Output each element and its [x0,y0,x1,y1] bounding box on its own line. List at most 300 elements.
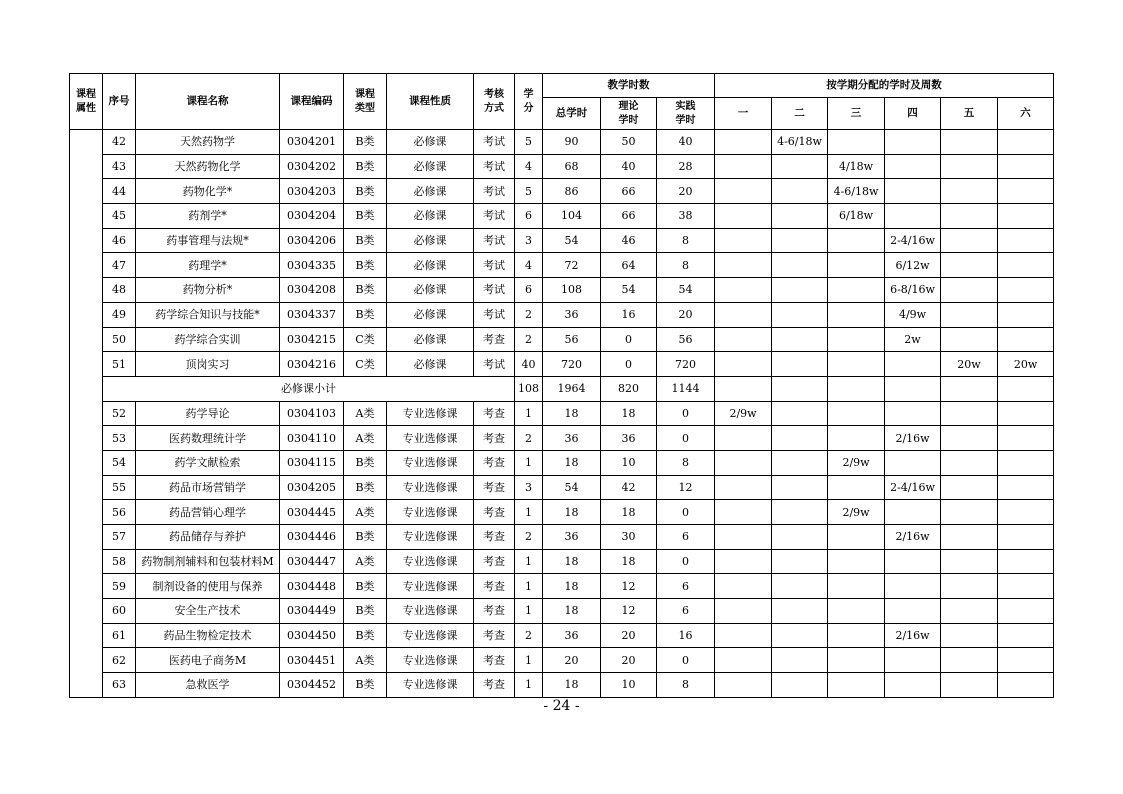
cell-type: B类 [344,574,387,599]
cell-s6 [998,673,1054,698]
course-table [69,73,1054,698]
cell-name: 药事管理与法规* [136,228,280,253]
cell-code: 0304450 [280,623,344,648]
table-row [70,278,1054,303]
header-semester-3: 三 [828,98,885,130]
table-row [70,352,1054,377]
cell-s4: 2-4/16w [885,475,941,500]
cell-s2 [772,549,828,574]
cell-s6 [998,204,1054,229]
cell-s3: 4-6/18w [828,179,885,204]
cell-s5 [941,574,998,599]
cell-s6 [998,401,1054,426]
cell-s5 [941,154,998,179]
cell-exam: 考试 [474,130,515,155]
cell-code: 0304446 [280,525,344,550]
cell-exam: 考查 [474,549,515,574]
cell-s1 [715,500,772,525]
header-hours-group: 教学时数 [543,74,715,98]
cell-s5 [941,648,998,673]
subtotal-practice: 1144 [657,376,715,401]
cell-type: C类 [344,352,387,377]
cell-exam: 考试 [474,228,515,253]
cell-theory: 18 [601,500,657,525]
cell-s1 [715,648,772,673]
course-schedule-sheet [69,73,1054,698]
cell-name: 天然药物学 [136,130,280,155]
table-row [70,450,1054,475]
cell-credit: 5 [515,130,543,155]
cell-code: 0304206 [280,228,344,253]
subtotal-semester-empty [828,376,885,401]
cell-credit: 3 [515,228,543,253]
table-header [70,74,1054,130]
cell-s2 [772,648,828,673]
cell-credit: 4 [515,154,543,179]
cell-nature: 专业选修课 [387,673,474,698]
cell-credit: 3 [515,475,543,500]
cell-code: 0304216 [280,352,344,377]
table-row [70,130,1054,155]
cell-s6 [998,623,1054,648]
cell-s4 [885,599,941,624]
cell-theory: 12 [601,599,657,624]
cell-s3 [828,228,885,253]
cell-type: B类 [344,228,387,253]
header-name: 课程名称 [136,74,280,130]
cell-code: 0304110 [280,426,344,451]
cell-exam: 考查 [474,450,515,475]
cell-exam: 考查 [474,623,515,648]
cell-name: 天然药物化学 [136,154,280,179]
cell-theory: 10 [601,450,657,475]
cell-practice: 54 [657,278,715,303]
cell-credit: 1 [515,549,543,574]
cell-seq: 45 [103,204,136,229]
cell-s6 [998,574,1054,599]
cell-nature: 专业选修课 [387,648,474,673]
cell-name: 药物制剂辅料和包装材料M [136,549,280,574]
cell-practice: 0 [657,426,715,451]
cell-s3 [828,574,885,599]
course-attr-cell [70,130,103,698]
cell-exam: 考试 [474,154,515,179]
cell-nature: 专业选修课 [387,426,474,451]
cell-practice: 12 [657,475,715,500]
cell-seq: 54 [103,450,136,475]
cell-code: 0304103 [280,401,344,426]
cell-exam: 考查 [474,500,515,525]
cell-s4 [885,352,941,377]
cell-practice: 16 [657,623,715,648]
cell-s5 [941,130,998,155]
cell-type: B类 [344,253,387,278]
cell-code: 0304452 [280,673,344,698]
cell-s4 [885,179,941,204]
cell-exam: 考试 [474,278,515,303]
cell-code: 0304204 [280,204,344,229]
cell-s1 [715,623,772,648]
cell-type: B类 [344,599,387,624]
cell-credit: 1 [515,648,543,673]
cell-theory: 0 [601,327,657,352]
cell-seq: 61 [103,623,136,648]
cell-s2 [772,327,828,352]
cell-s2 [772,179,828,204]
cell-name: 安全生产技术 [136,599,280,624]
cell-type: B类 [344,623,387,648]
cell-code: 0304337 [280,302,344,327]
cell-theory: 46 [601,228,657,253]
cell-practice: 0 [657,648,715,673]
cell-s4 [885,204,941,229]
cell-name: 药学综合实训 [136,327,280,352]
cell-s2 [772,623,828,648]
cell-credit: 40 [515,352,543,377]
subtotal-theory: 820 [601,376,657,401]
cell-theory: 42 [601,475,657,500]
cell-nature: 必修课 [387,154,474,179]
subtotal-label: 必修课小计 [103,376,515,401]
cell-code: 0304203 [280,179,344,204]
table-row [70,623,1054,648]
cell-credit: 2 [515,525,543,550]
cell-nature: 专业选修课 [387,623,474,648]
cell-code: 0304202 [280,154,344,179]
cell-s2: 4-6/18w [772,130,828,155]
cell-nature: 必修课 [387,228,474,253]
cell-seq: 59 [103,574,136,599]
cell-theory: 64 [601,253,657,278]
cell-credit: 1 [515,673,543,698]
cell-type: B类 [344,130,387,155]
cell-s4: 2/16w [885,525,941,550]
cell-s3 [828,302,885,327]
cell-practice: 720 [657,352,715,377]
header-semester-4: 四 [885,98,941,130]
header-semester-group: 按学期分配的学时及周数 [715,74,1054,98]
cell-credit: 6 [515,204,543,229]
cell-s4: 4/9w [885,302,941,327]
cell-s3 [828,278,885,303]
cell-s1 [715,475,772,500]
cell-nature: 必修课 [387,352,474,377]
cell-s1 [715,154,772,179]
cell-s6 [998,302,1054,327]
cell-nature: 专业选修课 [387,450,474,475]
cell-nature: 专业选修课 [387,599,474,624]
cell-nature: 专业选修课 [387,401,474,426]
cell-s6 [998,599,1054,624]
header-type: 课程类型 [344,74,387,130]
cell-theory: 30 [601,525,657,550]
cell-s6 [998,426,1054,451]
cell-s5 [941,426,998,451]
cell-s2 [772,228,828,253]
cell-name: 医药电子商务M [136,648,280,673]
cell-s3 [828,475,885,500]
table-row [70,475,1054,500]
cell-s4: 6-8/16w [885,278,941,303]
cell-type: B类 [344,278,387,303]
table-row [70,549,1054,574]
cell-s1 [715,327,772,352]
cell-s1 [715,130,772,155]
table-body [70,130,1054,698]
header-semester-6: 六 [998,98,1054,130]
cell-s5 [941,401,998,426]
cell-exam: 考查 [474,574,515,599]
cell-total: 86 [543,179,601,204]
cell-s5 [941,278,998,303]
header-theory: 理论学时 [601,98,657,130]
header-code: 课程编码 [280,74,344,130]
cell-s2 [772,574,828,599]
cell-s4 [885,154,941,179]
cell-theory: 54 [601,278,657,303]
cell-total: 90 [543,130,601,155]
header-semester-5: 五 [941,98,998,130]
table-row [70,401,1054,426]
cell-type: B类 [344,154,387,179]
table-row [70,599,1054,624]
cell-total: 36 [543,302,601,327]
cell-total: 36 [543,623,601,648]
subtotal-semester-empty [772,376,828,401]
cell-code: 0304205 [280,475,344,500]
cell-s5 [941,228,998,253]
header-practice: 实践学时 [657,98,715,130]
cell-credit: 1 [515,599,543,624]
cell-total: 104 [543,204,601,229]
cell-s4: 2w [885,327,941,352]
cell-code: 0304201 [280,130,344,155]
cell-practice: 8 [657,228,715,253]
cell-total: 56 [543,327,601,352]
cell-nature: 专业选修课 [387,500,474,525]
cell-type: B类 [344,673,387,698]
cell-credit: 1 [515,401,543,426]
cell-exam: 考试 [474,302,515,327]
cell-code: 0304445 [280,500,344,525]
header-credit: 学分 [515,74,543,130]
cell-total: 54 [543,228,601,253]
cell-s1 [715,278,772,303]
cell-nature: 必修课 [387,179,474,204]
cell-s5 [941,500,998,525]
table-row [70,228,1054,253]
cell-theory: 40 [601,154,657,179]
cell-total: 18 [543,549,601,574]
cell-total: 108 [543,278,601,303]
cell-seq: 62 [103,648,136,673]
cell-theory: 18 [601,549,657,574]
cell-s6 [998,278,1054,303]
cell-s2 [772,352,828,377]
cell-s5 [941,302,998,327]
cell-s5 [941,549,998,574]
cell-s4: 2-4/16w [885,228,941,253]
cell-exam: 考查 [474,475,515,500]
cell-s3 [828,648,885,673]
cell-practice: 0 [657,401,715,426]
cell-theory: 66 [601,204,657,229]
cell-type: B类 [344,204,387,229]
cell-total: 68 [543,154,601,179]
cell-seq: 60 [103,599,136,624]
cell-seq: 42 [103,130,136,155]
cell-s1 [715,525,772,550]
cell-nature: 专业选修课 [387,549,474,574]
table-row [70,179,1054,204]
page-number: - 24 - [543,698,580,714]
cell-nature: 专业选修课 [387,574,474,599]
cell-s1 [715,352,772,377]
cell-s5 [941,450,998,475]
cell-s4: 2/16w [885,426,941,451]
cell-s5 [941,475,998,500]
cell-s3 [828,327,885,352]
cell-s6 [998,475,1054,500]
cell-practice: 6 [657,525,715,550]
cell-s4: 6/12w [885,253,941,278]
header-seq: 序号 [103,74,136,130]
cell-credit: 1 [515,500,543,525]
cell-s2 [772,500,828,525]
cell-seq: 56 [103,500,136,525]
cell-s3 [828,623,885,648]
cell-practice: 38 [657,204,715,229]
subtotal-semester-empty [885,376,941,401]
cell-seq: 48 [103,278,136,303]
cell-s1 [715,204,772,229]
cell-s2 [772,426,828,451]
cell-s1 [715,599,772,624]
cell-code: 0304451 [280,648,344,673]
cell-type: B类 [344,302,387,327]
cell-s3 [828,525,885,550]
subtotal-semester-empty [941,376,998,401]
cell-practice: 0 [657,549,715,574]
cell-total: 18 [543,500,601,525]
table-row [70,154,1054,179]
cell-seq: 55 [103,475,136,500]
subtotal-total: 1964 [543,376,601,401]
table-row [70,648,1054,673]
cell-exam: 考试 [474,352,515,377]
cell-exam: 考查 [474,648,515,673]
table-row [70,204,1054,229]
cell-s3 [828,130,885,155]
cell-s1 [715,228,772,253]
cell-practice: 8 [657,450,715,475]
cell-s1 [715,673,772,698]
cell-s3 [828,549,885,574]
header-nature: 课程性质 [387,74,474,130]
table-row [70,253,1054,278]
table-row [70,302,1054,327]
cell-s1 [715,253,772,278]
cell-code: 0304215 [280,327,344,352]
cell-total: 36 [543,426,601,451]
cell-name: 药学文献检索 [136,450,280,475]
cell-practice: 0 [657,500,715,525]
cell-seq: 47 [103,253,136,278]
cell-seq: 51 [103,352,136,377]
cell-s6 [998,525,1054,550]
cell-exam: 考查 [474,401,515,426]
cell-s1 [715,450,772,475]
cell-nature: 必修课 [387,327,474,352]
cell-exam: 考试 [474,253,515,278]
cell-s1 [715,574,772,599]
cell-name: 顶岗实习 [136,352,280,377]
cell-s2 [772,673,828,698]
cell-s2 [772,450,828,475]
cell-nature: 专业选修课 [387,475,474,500]
cell-s6 [998,253,1054,278]
cell-total: 720 [543,352,601,377]
cell-code: 0304115 [280,450,344,475]
cell-nature: 必修课 [387,278,474,303]
cell-name: 药学综合知识与技能* [136,302,280,327]
cell-total: 20 [543,648,601,673]
cell-type: B类 [344,475,387,500]
cell-type: C类 [344,327,387,352]
cell-theory: 0 [601,352,657,377]
table-row [70,673,1054,698]
cell-code: 0304449 [280,599,344,624]
cell-exam: 考查 [474,327,515,352]
cell-s2 [772,253,828,278]
cell-theory: 36 [601,426,657,451]
cell-s6 [998,327,1054,352]
cell-s3 [828,426,885,451]
cell-seq: 50 [103,327,136,352]
cell-s5 [941,525,998,550]
cell-exam: 考查 [474,525,515,550]
cell-type: B类 [344,450,387,475]
cell-s1 [715,179,772,204]
cell-practice: 20 [657,179,715,204]
cell-nature: 必修课 [387,253,474,278]
header-attr: 课程属性 [70,74,103,130]
cell-nature: 专业选修课 [387,525,474,550]
table-row [70,525,1054,550]
cell-s2 [772,278,828,303]
cell-code: 0304335 [280,253,344,278]
cell-exam: 考查 [474,599,515,624]
cell-s4 [885,130,941,155]
cell-s5 [941,623,998,648]
cell-theory: 50 [601,130,657,155]
table-row [70,327,1054,352]
cell-s4 [885,574,941,599]
cell-code: 0304208 [280,278,344,303]
cell-name: 药品储存与养护 [136,525,280,550]
subtotal-row [70,376,1054,401]
cell-credit: 1 [515,450,543,475]
cell-practice: 6 [657,599,715,624]
cell-total: 18 [543,401,601,426]
cell-s4 [885,500,941,525]
cell-name: 药品生物检定技术 [136,623,280,648]
cell-exam: 考试 [474,179,515,204]
cell-practice: 20 [657,302,715,327]
cell-s3 [828,673,885,698]
cell-type: A类 [344,549,387,574]
cell-s1 [715,302,772,327]
